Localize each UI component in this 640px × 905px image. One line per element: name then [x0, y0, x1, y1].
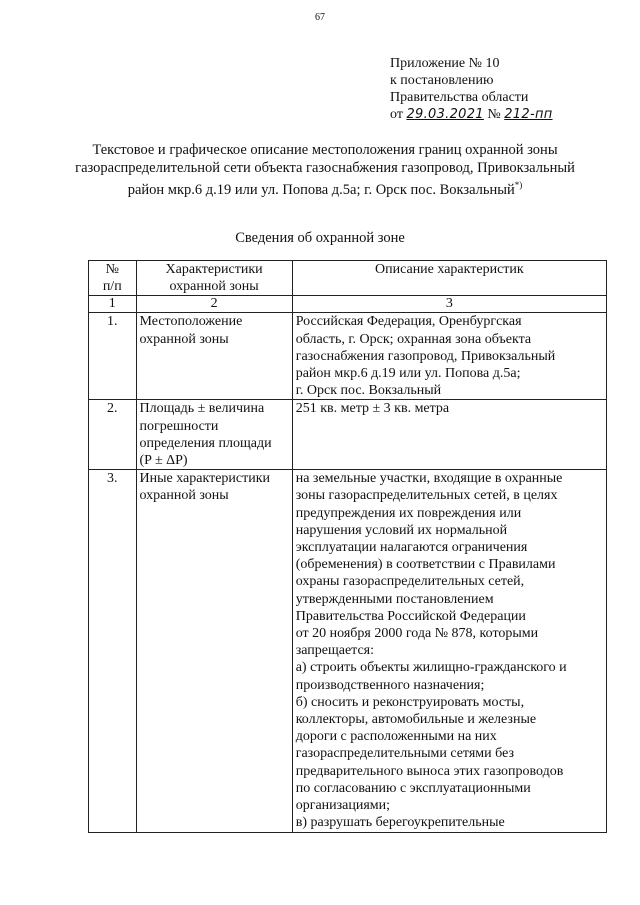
appendix-line-3: Правительства области: [390, 90, 529, 105]
section-subtitle: Сведения об охранной зоне: [235, 230, 405, 246]
row-description: Российская Федерация, Оренбургская область, г. Орск; охранная зона объекта газоснабжения газопровод, Привокзальный район мкр.6 д.19 или ул. Попова д.5а; г. Орск пос. Вокзальный: [292, 313, 606, 400]
resolution-number: 212-пп: [504, 107, 553, 122]
column-number: 3: [292, 296, 606, 313]
column-number: 1: [89, 296, 137, 313]
resolution-date: 29.03.2021: [406, 107, 484, 122]
page-number: 67: [315, 12, 325, 23]
title-text: Текстовое и графическое описание местоположения границ охранной зоны газораспределительной сети объекта газоснабжения газопровод, Привокзальный район мкр.6 д.19 или ул. Попова д.5а; г. Орск пос. Вокзальный: [75, 142, 575, 198]
row-characteristic: Площадь ± величина погрешности определения площади (P ± ΔP): [136, 400, 292, 470]
footnote-mark: *): [514, 180, 523, 190]
document-title: [60, 142, 590, 199]
appendix-block: [390, 55, 553, 123]
appendix-line-2: к постановлению: [390, 73, 494, 88]
table-row: [89, 313, 607, 400]
table-row: [89, 470, 607, 832]
header-characteristic: Характеристики охранной зоны: [136, 261, 292, 296]
table-header-row: [89, 261, 607, 296]
column-number: 2: [136, 296, 292, 313]
row-description: 251 кв. метр ± 3 кв. метра: [292, 400, 606, 470]
appendix-line-1: Приложение № 10: [390, 56, 500, 71]
protection-zone-table: [88, 260, 607, 833]
number-label: №: [487, 107, 501, 122]
from-label: от: [390, 107, 403, 122]
row-number: 2.: [89, 400, 137, 470]
header-description: Описание характеристик: [292, 261, 606, 296]
header-number: № п/п: [89, 261, 137, 296]
row-number: 1.: [89, 313, 137, 400]
table-row: [89, 400, 607, 470]
appendix-date-line: [390, 106, 553, 123]
row-characteristic: Иные характеристики охранной зоны: [136, 470, 292, 832]
row-characteristic: Местоположение охранной зоны: [136, 313, 292, 400]
column-number-row: [89, 296, 607, 313]
row-number: 3.: [89, 470, 137, 832]
row-description: на земельные участки, входящие в охранные зоны газораспределительных сетей, в целях предупреждения их повреждения или нарушения условий их нормальной эксплуатации налагаются ограничения (обременения) в соответствии с Правилами охраны газораспределительных сетей, утвержденными постановлением Правительства Российской Федерации от 20 ноября 2000 года № 878, которыми запрещается: а) строить объекты жилищно-гражданского и производственного назначения; б) сносить и реконструировать мосты, коллекторы, автомобильные и железные дороги с расположенными на них газораспределительными сетями без предварительного выноса этих газопроводов по согласованию с эксплуатационными организациями; в) разрушать берегоукрепительные: [292, 470, 606, 832]
